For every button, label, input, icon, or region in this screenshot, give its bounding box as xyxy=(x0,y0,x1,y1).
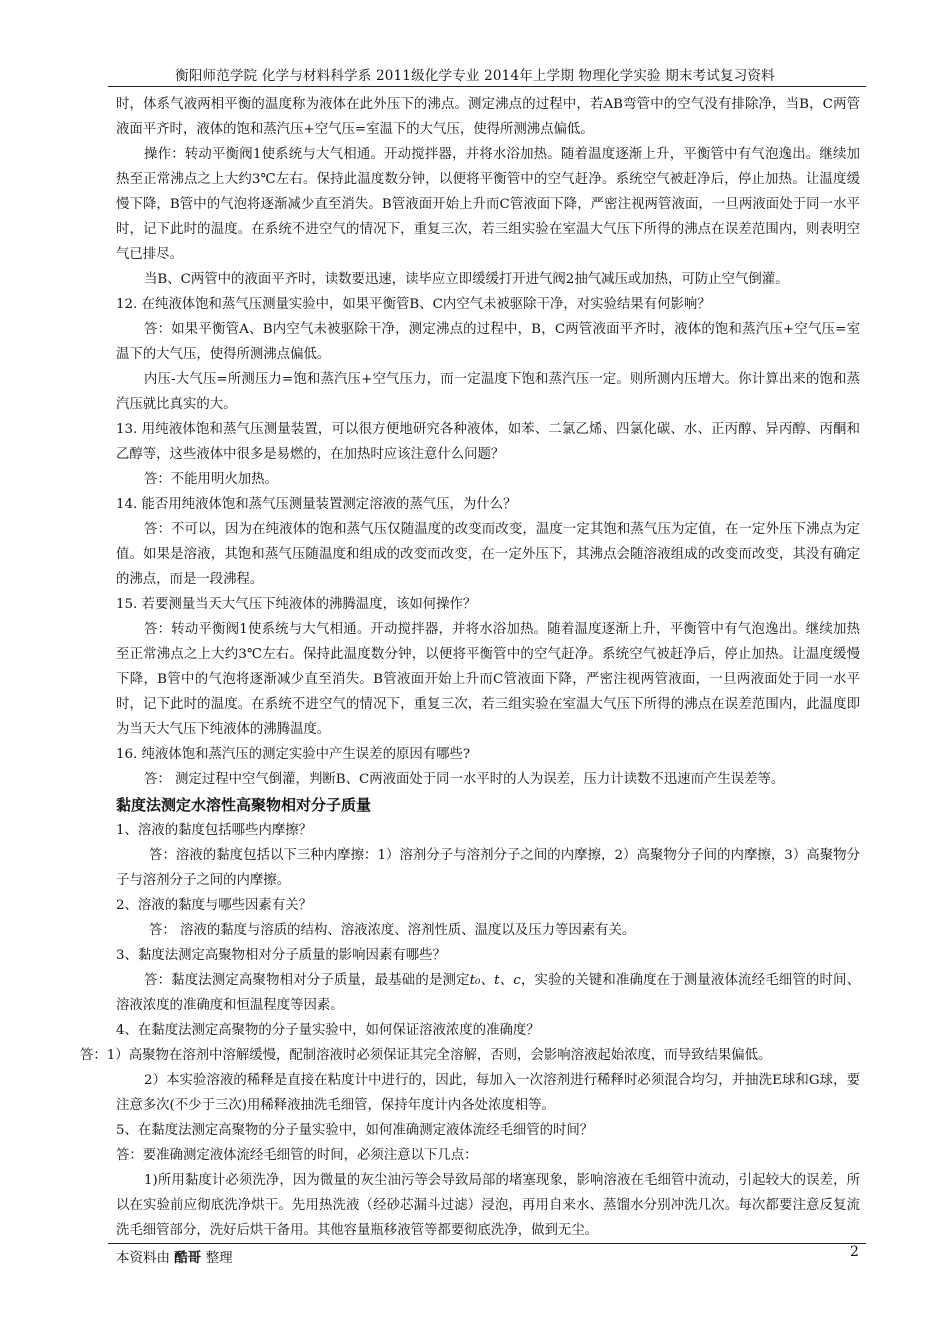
footer-prefix: 本资料由 xyxy=(116,1250,175,1266)
answer-3-text-b: ，实验的关键和准确度在于测量液体流经毛细管的时间、溶液浓度的准确度和恒温程度等因素。 xyxy=(116,973,860,1013)
question-3: 3、黏度法测定高聚物相对分子质量的影响因素有哪些？ xyxy=(116,948,446,963)
answer-1: 答：溶液的黏度包括以下三种内摩擦：1）溶剂分子与溶剂分子之间的内摩擦，2）高聚物分子间的内摩擦，3）高聚物分子与溶剂分子之间的内摩擦。 xyxy=(116,848,860,888)
answer-14: 答：不可以，因为在纯液体的饱和蒸气压仅随温度的改变而改变，温度一定其饱和蒸气压为定值，在一定外压下沸点为定值。如果是溶液，其饱和蒸气压随温度和组成的改变而改变，在一定外压下，其沸点会随溶液组成的改变而改变，其没有确定的沸点，而是一段沸程。 xyxy=(116,522,860,587)
footer-divider xyxy=(108,1243,866,1244)
paragraph: 时，体系气液两相平衡的温度称为液体在此外压下的沸点。测定沸点的过程中，若AB弯管中的空气没有排除净，当B，C两管液面平齐时，液体的饱和蒸汽压+空气压=室温下的大气压，使得所测沸点偏低。 xyxy=(116,97,860,137)
paragraph: 内压-大气压=所测压力=饱和蒸汽压+空气压力，而一定温度下饱和蒸汽压一定。则所测内压增大。你计算出来的饱和蒸汽压就比真实的大。 xyxy=(116,372,860,412)
section-title: 黏度法测定水溶性高聚物相对分子质量 xyxy=(116,796,372,814)
answer-5: 答：要准确测定液体流经毛细管的时间，必须注意以下几点： xyxy=(116,1148,478,1163)
footer-suffix: 整理 xyxy=(201,1250,233,1266)
page-header: 衡阳师范学院 化学与材料科学系 2011级化学专业 2014年上学期 物理化学实验 期末考试复习资料 xyxy=(175,68,775,84)
paragraph: 操作：转动平衡阀1使系统与大气相通。开动搅拌器，并将水浴加热。随着温度逐渐上升，平衡管中有气泡逸出。继续加热至正常沸点之上大约3℃左右。保持此温度数分钟，以便将平衡管中的空气赶净。系统空气被赶净后，停止加热。让温度缓慢下降，B管中的气泡将逐渐减少直至消失。B管液面开始上升而C管液面下降，严密注视两管液面，一旦两液面处于同一水平时，记下此时的温度。在系统不进空气的情况下，重复三次，若三组实验在室温大气压下所得的沸点在误差范围内，则表明空气已排尽。 xyxy=(116,147,860,262)
answer-3-text-a: 答：黏度法测定高聚物相对分子质量，最基础的是测定 xyxy=(144,973,470,988)
answer-3 xyxy=(116,968,860,1018)
question-14: 14. 能否用纯液体饱和蒸气压测量装置测定溶液的蒸气压，为什么？ xyxy=(116,497,517,512)
question-15: 15. 若要测量当天大气压下纯液体的沸腾温度，该如何操作？ xyxy=(116,597,477,612)
question-13: 13. 用纯液体饱和蒸气压测量装置，可以很方便地研究各种液体，如苯、二氯乙烯、四氯化碳、水、正丙醇、异丙醇、丙酮和乙醇等，这些液体中很多是易燃的，在加热时应该注意什么问题？ xyxy=(116,422,860,462)
answer-4-part-2: 2）本实验溶液的稀释是直接在粘度计中进行的，因此，每加入一次溶剂进行稀释时必须混合均匀，并抽洗E球和G球，要注意多次(不少于三次)用稀释液抽洗毛细管，保持年度计内各处浓度相等。 xyxy=(116,1073,860,1113)
answer-12: 答：如果平衡管A、B内空气未被驱除干净，测定沸点的过程中，B，C两管液面平齐时，液体的饱和蒸汽压+空气压=室温下的大气压，使得所测沸点偏低。 xyxy=(116,322,860,362)
page-number: 2 xyxy=(850,1244,859,1260)
question-12: 12. 在纯液体饱和蒸气压测量实验中，如果平衡管B、C内空气未被驱除干净，对实验结果有何影响？ xyxy=(116,297,711,312)
answer-16: 答： 测定过程中空气倒灌，判断B、C两液面处于同一水平时的人为误差，压力计读数不迅速而产生误差等。 xyxy=(144,772,785,787)
footer-author: 酷哥 xyxy=(174,1250,202,1266)
question-16: 16. 纯液体饱和蒸汽压的测定实验中产生误差的原因有哪些? xyxy=(116,747,471,762)
answer-13: 答：不能用明火加热。 xyxy=(144,472,278,487)
answer-15: 答：转动平衡阀1使系统与大气相通。开动搅拌器，并将水浴加热。随着温度逐渐上升，平衡管中有气泡逸出。继续加热至正常沸点之上大约3℃左右。保持此温度数分钟，以便将平衡管中的空气赶净。系统空气被赶净后，停止加热。让温度缓慢下降，B管中的气泡将逐渐减少直至消失。B管液面开始上升而C管液面下降，严密注视两管液面，一旦两液面处于同一水平时，记下此时的温度。在系统不进空气的情况下，重复三次，若三组实验在室温大气压下所得的沸点在误差范围内，此温度即为当天大气压下纯液体的沸腾温度。 xyxy=(116,622,860,737)
question-2: 2、溶液的黏度与哪些因素有关？ xyxy=(116,898,312,913)
footer-credit xyxy=(116,1246,233,1266)
paragraph: 当B、C两管中的液面平齐时，读数要迅速，读毕应立即缓缓打开进气阀2抽气减压或加热，可防止空气倒灌。 xyxy=(144,272,789,287)
question-5: 5、在黏度法测定高聚物的分子量实验中，如何准确测定液体流经毛细管的时间？ xyxy=(116,1123,594,1138)
answer-3-variables: t₀、t、c xyxy=(469,973,521,988)
document-body xyxy=(80,92,860,1243)
question-1: 1、溶液的黏度包括哪些内摩擦？ xyxy=(116,823,312,838)
answer-5-part-1: 1)所用黏度计必须洗净，因为微量的灰尘油污等会导致局部的堵塞现象，影响溶液在毛细管中流动，引起较大的误差，所以在实验前应彻底洗净烘干。先用热洗液（经砂芯漏斗过滤）浸泡，再用自来水、蒸馏水分别冲洗几次。每次都要注意反复流洗毛细管部分，洗好后烘干备用。其他容量瓶移液管等都要彻底洗净，做到无尘。 xyxy=(116,1173,860,1238)
question-4: 4、在黏度法测定高聚物的分子量实验中，如何保证溶液浓度的准确度？ xyxy=(116,1023,540,1038)
answer-2: 答： 溶液的黏度与溶质的结构、溶液浓度、溶剂性质、温度以及压力等因素有关。 xyxy=(149,923,636,938)
answer-4: 答：1）高聚物在溶剂中溶解缓慢，配制溶液时必须保证其完全溶解，否则，会影响溶液起始浓度，而导致结果偏低。 xyxy=(80,1048,772,1063)
header-divider xyxy=(108,86,866,87)
